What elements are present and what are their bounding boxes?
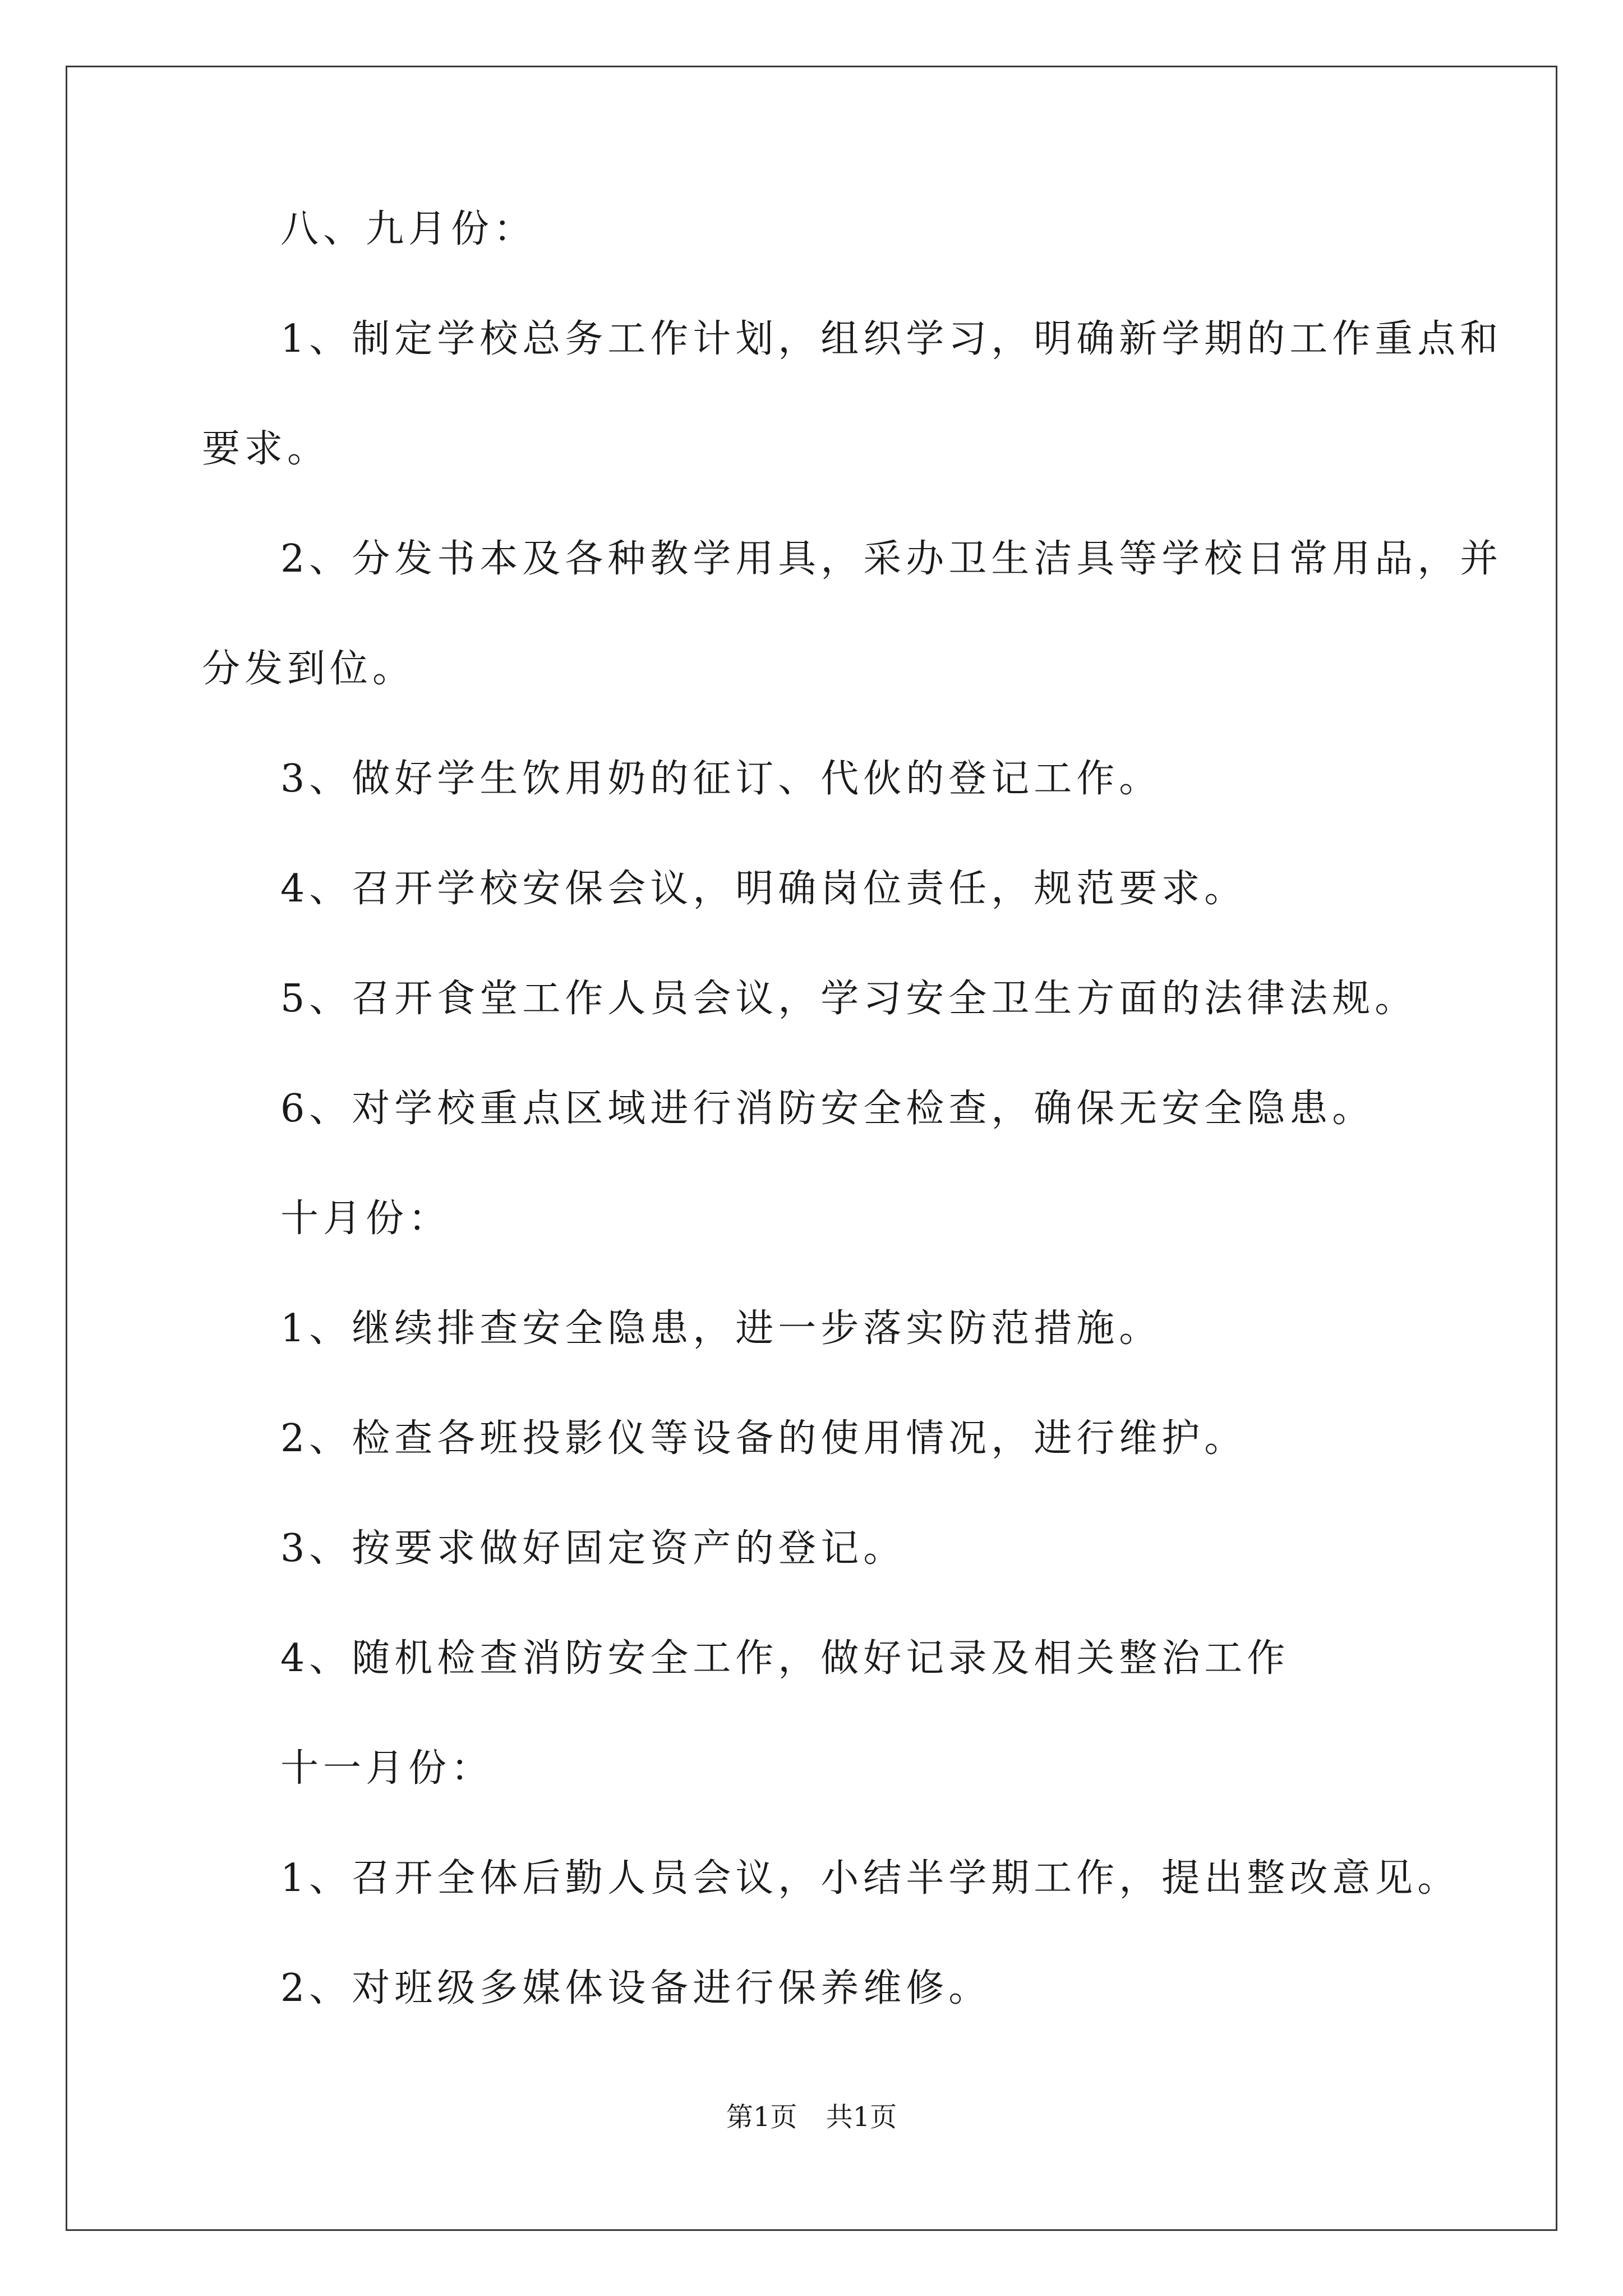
section-heading-nov: 十一月份： [280, 1746, 494, 1791]
section-heading-aug-sep: 八、九月份： [280, 207, 537, 251]
paragraph-line: 2、检查各班投影仪等设备的使用情况，进行维护。 [280, 1416, 1247, 1461]
page-number-total: 共1页 [826, 2101, 897, 2133]
paragraph-line: 分发到位。 [202, 647, 416, 691]
paragraph-line: 2、对班级多媒体设备进行保养维修。 [280, 1966, 992, 2010]
paragraph-line: 要求。 [202, 427, 330, 471]
paragraph-line: 4、随机检查消防安全工作，做好记录及相关整治工作 [280, 1636, 1290, 1681]
paragraph-line: 3、做好学生饮用奶的征订、代伙的登记工作。 [280, 757, 1162, 801]
page-footer [0, 2095, 1623, 2134]
paragraph-line: 1、召开全体后勤人员会议，小结半学期工作，提出整改意见。 [280, 1856, 1460, 1901]
paragraph-line: 2、分发书本及各种教学用具，采办卫生洁具等学校日常用品，并 [280, 537, 1503, 581]
paragraph-line: 1、继续排查安全隐患，进一步落实防范措施。 [280, 1306, 1162, 1351]
paragraph-line: 5、召开食堂工作人员会议，学习安全卫生方面的法律法规。 [280, 977, 1418, 1021]
paragraph-line: 3、按要求做好固定资产的登记。 [280, 1526, 906, 1571]
paragraph-line: 1、制定学校总务工作计划，组织学习，明确新学期的工作重点和 [280, 317, 1503, 361]
page-number-current: 第1页 [726, 2101, 797, 2133]
section-heading-oct: 十月份： [280, 1197, 451, 1241]
page-border [66, 66, 1557, 2231]
paragraph-line: 6、对学校重点区域进行消防安全检查，确保无安全隐患。 [280, 1087, 1375, 1131]
paragraph-line: 4、召开学校安保会议，明确岗位责任，规范要求。 [280, 867, 1247, 911]
